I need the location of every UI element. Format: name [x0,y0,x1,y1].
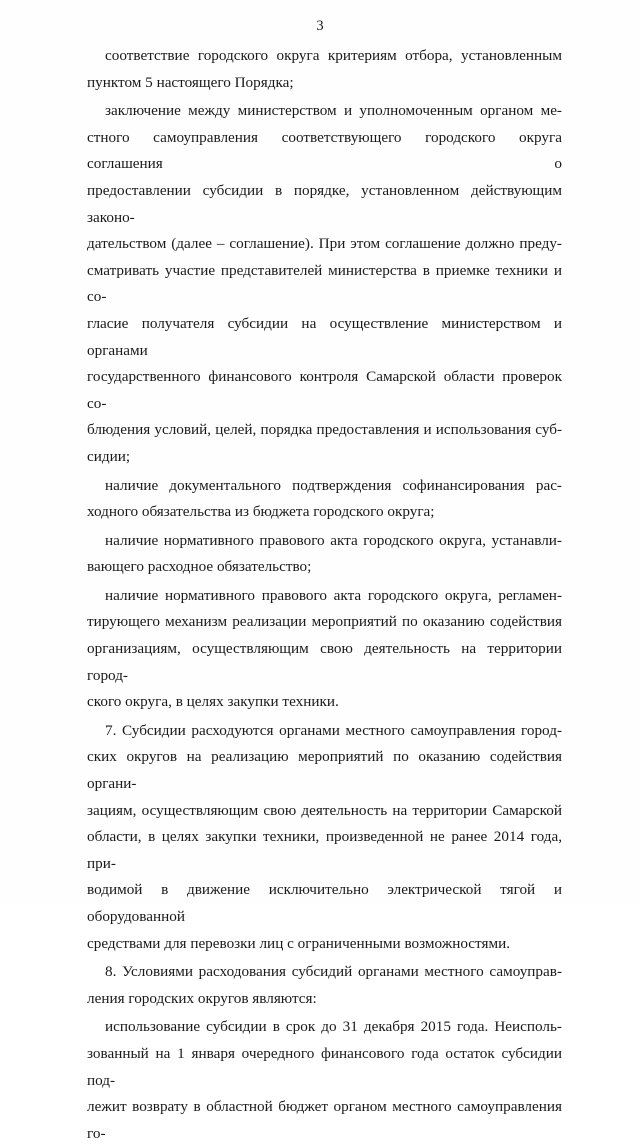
paragraph-line: соответствие городского округа критериям отбора, установленным [105,47,562,64]
paragraph [87,43,562,96]
paragraph-line: ходного обязательства из бюджета городского округа; [87,503,435,521]
paragraph [87,473,562,526]
paragraph-line: сидии; [87,447,131,465]
paragraph [87,98,562,470]
paragraph-line: тирующего механизм реализации мероприятий по оказанию содействия [87,613,562,631]
paragraph-line: организациям, осуществляющим свою деятельность на территории город- [87,640,562,684]
paragraph-line: 8. Условиями расходования субсидий органами местного самоуправ- [105,963,562,981]
paragraph-line: области, в целях закупки техники, произведенной не ранее 2014 года, при- [87,828,562,872]
paragraph-line: дательством (далее – соглашение). При этом соглашение должно преду- [87,235,562,253]
paragraph-line: наличие нормативного правового акта городского округа, устанавли- [105,531,562,549]
paragraph-line: сматривать участие представителей министерства в приемке техники и со- [87,261,562,306]
paragraph-line: водимой в движение исключительно электрической тягой и оборудованной [87,881,562,925]
paragraph-line: стного самоуправления соответствующего городского округа соглашения о [87,128,562,173]
paragraph [87,583,562,716]
paragraph [87,528,562,581]
paragraph [87,959,562,1012]
paragraph-line: вающего расходное обязательство; [87,558,312,576]
document-body [87,43,562,1147]
paragraph-line: средствами для перевозки лиц с ограниченными возможностями. [87,934,511,952]
paragraph-line: ского округа, в целях закупки техники. [87,693,339,711]
paragraph-line: зациям, осуществляющим свою деятельность на территории Самарской [87,801,562,819]
paragraph [87,718,562,957]
paragraph-line: ления городских округов являются: [87,989,317,1007]
paragraph-line: лежит возврату в областной бюджет органом местного самоуправления го- [87,1098,562,1142]
paragraph-line: использование субсидии в срок до 31 декабря 2015 года. Неисполь- [105,1018,562,1036]
paragraph-line: наличие документального подтверждения софинансирования рас- [105,476,562,494]
page-number: 3 [316,18,324,34]
paragraph-line: зованный на 1 января очередного финансового года остаток субсидии под- [87,1044,562,1089]
paragraph [87,1014,562,1147]
paragraph-line: государственного финансового контроля Самарской области проверок со- [87,368,562,412]
paragraph-line: наличие нормативного правового акта городского округа, регламен- [105,586,562,604]
paragraph-line: гласие получателя субсидии на осуществление министерством и органами [87,314,562,359]
paragraph-line: предоставлении субсидии в порядке, установленном действующим законо- [87,181,562,226]
paragraph-line: блюдения условий, целей, порядка предоставления и использования суб- [87,421,562,439]
paragraph-line: заключение между министерством и уполномоченным органом ме- [105,102,562,120]
paragraph-line: пунктом 5 настоящего Порядка; [87,73,294,91]
paragraph-line: ских округов на реализацию мероприятий по оказанию содействия органи- [87,748,562,793]
paragraph-line: 7. Субсидии расходуются органами местного самоуправления город- [105,721,562,739]
